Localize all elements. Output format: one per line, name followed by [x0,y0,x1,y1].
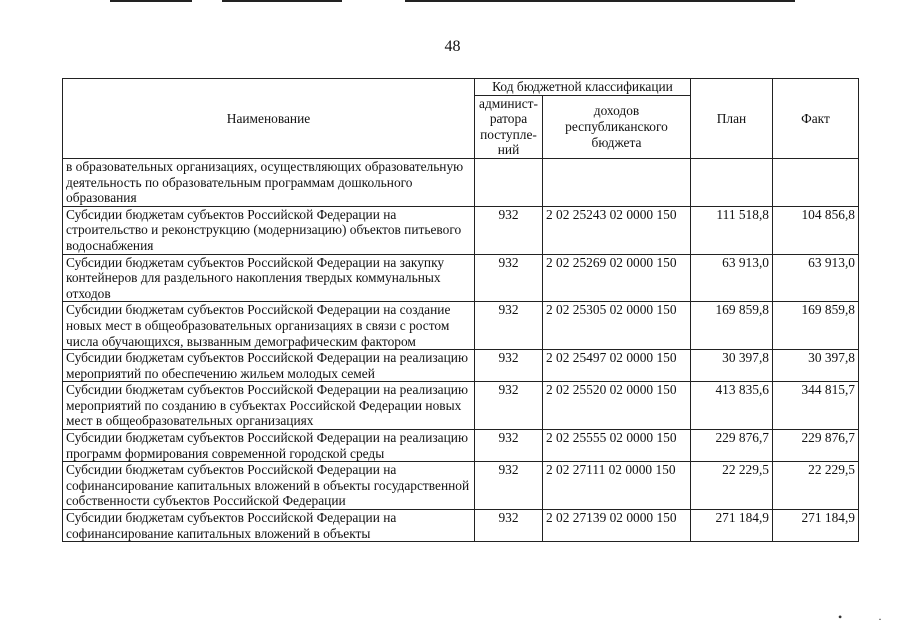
table-row [63,382,859,430]
cell-fact: 271 184,9 [773,510,859,542]
cell-name: Субсидии бюджетам субъектов Российской Федерации на реализацию программ формирования современной городской среды [63,430,475,462]
cell-admin: 932 [475,382,543,430]
budget-table [62,78,859,542]
table-row [63,302,859,350]
cell-code: 2 02 27111 02 0000 150 [543,462,691,510]
cell-admin [475,158,543,206]
cell-plan: 169 859,8 [691,302,773,350]
cell-code: 2 02 25305 02 0000 150 [543,302,691,350]
cell-code: 2 02 27139 02 0000 150 [543,510,691,542]
cell-plan: 413 835,6 [691,382,773,430]
cell-code [543,158,691,206]
table-row [63,158,859,206]
top-rule-middle [222,0,342,2]
page-number: 48 [444,38,461,55]
cell-admin: 932 [475,510,543,542]
cell-fact: 63 913,0 [773,254,859,302]
header-code-group: Код бюджетной классификации [475,79,691,96]
cell-name: Субсидии бюджетам субъектов Российской Федерации на реализацию мероприятий по обеспечению жильем молодых семей [63,350,475,382]
cell-plan: 111 518,8 [691,206,773,254]
cell-name: Субсидии бюджетам субъектов Российской Федерации на закупку контейнеров для раздельного накопления твердых коммунальных отходов [63,254,475,302]
cell-name: Субсидии бюджетам субъектов Российской Федерации на софинансирование капитальных вложений в объекты государственной собственности субъектов Российской Федерации [63,462,475,510]
table-row [63,462,859,510]
cell-fact [773,158,859,206]
cell-fact: 169 859,8 [773,302,859,350]
cell-name: Субсидии бюджетам субъектов Российской Федерации на софинансирование капитальных вложений в объекты [63,510,475,542]
scan-mark: • [838,610,843,624]
cell-code: 2 02 25269 02 0000 150 [543,254,691,302]
cell-admin: 932 [475,430,543,462]
table-body [63,158,859,541]
header-revenue: доходов республиканского бюджета [543,95,691,158]
cell-admin: 932 [475,254,543,302]
cell-plan: 22 229,5 [691,462,773,510]
cell-name: Субсидии бюджетам субъектов Российской Федерации на строительство и реконструкцию (модернизацию) объектов питьевого водоснабжения [63,206,475,254]
table-row [63,510,859,542]
header-row-top [63,79,859,96]
cell-name: Субсидии бюджетам субъектов Российской Федерации на реализацию мероприятий по созданию в субъектах Российской Федерации новых мест в общеобразовательных организациях [63,382,475,430]
cell-plan: 30 397,8 [691,350,773,382]
table-row [63,430,859,462]
header-admin: админист-ратора поступле-ний [475,95,543,158]
cell-plan: 271 184,9 [691,510,773,542]
cell-fact: 229 876,7 [773,430,859,462]
table-row [63,254,859,302]
cell-admin: 932 [475,302,543,350]
cell-code: 2 02 25243 02 0000 150 [543,206,691,254]
scan-mark: · [878,612,882,626]
cell-admin: 932 [475,462,543,510]
cell-fact: 104 856,8 [773,206,859,254]
cell-name: Субсидии бюджетам субъектов Российской Федерации на создание новых мест в общеобразовательных организациях в связи с ростом числа обучающихся, вызванным демографическим фактором [63,302,475,350]
cell-code: 2 02 25555 02 0000 150 [543,430,691,462]
cell-fact: 344 815,7 [773,382,859,430]
cell-fact: 22 229,5 [773,462,859,510]
cell-admin: 932 [475,350,543,382]
cell-plan [691,158,773,206]
table-row [63,350,859,382]
table-row [63,206,859,254]
cell-code: 2 02 25497 02 0000 150 [543,350,691,382]
cell-plan: 63 913,0 [691,254,773,302]
cell-code: 2 02 25520 02 0000 150 [543,382,691,430]
cell-fact: 30 397,8 [773,350,859,382]
cell-admin: 932 [475,206,543,254]
top-rule-left [110,0,192,2]
header-plan: План [691,79,773,159]
top-rule-right [405,0,795,2]
cell-name: в образовательных организациях, осуществляющих образовательную деятельность по образовательным программам дошкольного образования [63,158,475,206]
header-name: Наименование [63,79,475,159]
cell-plan: 229 876,7 [691,430,773,462]
header-fact: Факт [773,79,859,159]
